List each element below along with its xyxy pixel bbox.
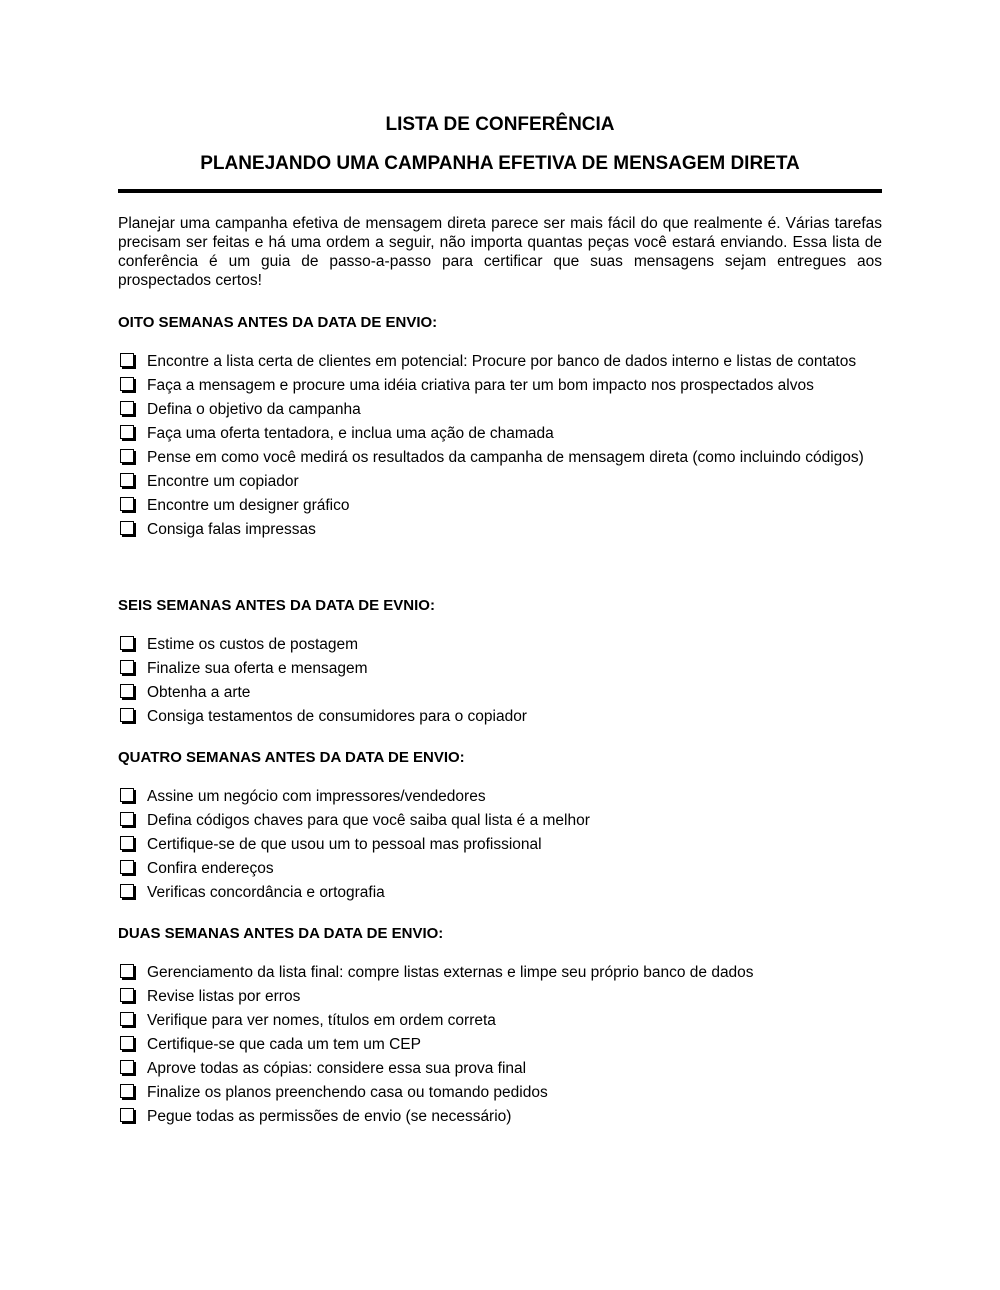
checklist-item [118, 987, 882, 1006]
checkbox-icon[interactable] [120, 1060, 134, 1074]
checklist-item-label: Encontre um copiador [147, 473, 299, 490]
checklist [118, 352, 882, 539]
checklist-item-label: Finalize os planos preenchendo casa ou tomando pedidos [147, 1084, 548, 1101]
checkbox-icon[interactable] [120, 401, 134, 415]
section-heading: OITO SEMANAS ANTES DA DATA DE ENVIO: [118, 314, 438, 331]
checklist-item-label: Assine um negócio com impressores/vendedores [147, 788, 486, 805]
checkbox-icon[interactable] [120, 964, 134, 978]
checkbox-icon[interactable] [120, 497, 134, 511]
checkbox-icon[interactable] [120, 521, 134, 535]
checkbox-icon[interactable] [120, 1108, 134, 1122]
checklist-item [118, 1083, 882, 1102]
checklist-item [118, 1035, 882, 1054]
checklist-item [118, 683, 882, 702]
checklist-item [118, 835, 882, 854]
checklist-item [118, 352, 882, 371]
checklist-item-label: Confira endereços [147, 860, 274, 877]
checklist-item-label: Faça a mensagem e procure uma idéia criativa para ter um bom impacto nos prospectados alvos [147, 377, 814, 394]
checkbox-icon[interactable] [120, 1036, 134, 1050]
section-eight-weeks [118, 313, 882, 544]
checklist-item [118, 787, 882, 806]
checklist-item [118, 520, 882, 539]
title-divider [118, 189, 882, 193]
checklist-item [118, 424, 882, 443]
document-subtitle: PLANEJANDO UMA CAMPANHA EFETIVA DE MENSAGEM DIRETA [200, 153, 800, 174]
checklist-item-label: Obtenha a arte [147, 684, 251, 701]
checklist [118, 787, 882, 902]
checklist-item-label: Defina o objetivo da campanha [147, 401, 361, 418]
document-title: LISTA DE CONFERÊNCIA [385, 114, 615, 135]
checklist-item-label: Certifique-se de que usou um to pessoal mas profissional [147, 836, 542, 853]
checklist-item [118, 883, 882, 902]
checkbox-icon[interactable] [120, 660, 134, 674]
checklist [118, 635, 882, 726]
checklist-item [118, 496, 882, 515]
checklist-item-label: Gerenciamento da lista final: compre listas externas e limpe seu próprio banco de dados [147, 964, 754, 981]
checklist-item [118, 707, 882, 726]
checklist-item-label: Finalize sua oferta e mensagem [147, 660, 368, 677]
checklist-item-label: Aprove todas as cópias: considere essa sua prova final [147, 1060, 527, 1077]
section-heading: DUAS SEMANAS ANTES DA DATA DE ENVIO: [118, 925, 444, 942]
checkbox-icon[interactable] [120, 836, 134, 850]
checklist-item-label: Verificas concordância e ortografia [147, 884, 385, 901]
checklist-item [118, 1059, 882, 1078]
checkbox-icon[interactable] [120, 377, 134, 391]
checklist-item-label: Defina códigos chaves para que você saiba qual lista é a melhor [147, 812, 590, 829]
checklist [118, 963, 882, 1126]
checkbox-icon[interactable] [120, 860, 134, 874]
checklist-item [118, 811, 882, 830]
checklist-item [118, 1107, 882, 1126]
checkbox-icon[interactable] [120, 684, 134, 698]
section-heading: QUATRO SEMANAS ANTES DA DATA DE ENVIO: [118, 749, 465, 766]
checklist-item-label: Pegue todas as permissões de envio (se necessário) [147, 1108, 512, 1125]
checkbox-icon[interactable] [120, 788, 134, 802]
checklist-item [118, 1011, 882, 1030]
checklist-item-label: Revise listas por erros [147, 988, 301, 1005]
checklist-item-label: Consiga testamentos de consumidores para o copiador [147, 708, 527, 725]
checkbox-icon[interactable] [120, 1012, 134, 1026]
checkbox-icon[interactable] [120, 812, 134, 826]
checklist-item-label: Certifique-se que cada um tem um CEP [147, 1036, 421, 1053]
checkbox-icon[interactable] [120, 353, 134, 367]
checklist-item [118, 859, 882, 878]
section-heading: SEIS SEMANAS ANTES DA DATA DE EVNIO: [118, 597, 435, 614]
checklist-item [118, 635, 882, 654]
checkbox-icon[interactable] [120, 708, 134, 722]
checklist-item-label: Consiga falas impressas [147, 521, 316, 538]
checklist-item-label: Faça uma oferta tentadora, e inclua uma ação de chamada [147, 425, 554, 442]
checklist-item-label: Encontre um designer gráfico [147, 497, 350, 514]
checklist-item [118, 659, 882, 678]
section-six-weeks [118, 596, 882, 731]
checkbox-icon[interactable] [120, 473, 134, 487]
checkbox-icon[interactable] [120, 1084, 134, 1098]
checkbox-icon[interactable] [120, 425, 134, 439]
checkbox-icon[interactable] [120, 988, 134, 1002]
checklist-item [118, 448, 882, 467]
checkbox-icon[interactable] [120, 636, 134, 650]
checklist-item-label: Pense em como você medirá os resultados da campanha de mensagem direta (como incluindo códigos) [147, 449, 864, 466]
checklist-item-label: Encontre a lista certa de clientes em potencial: Procure por banco de dados interno e listas de contatos [147, 353, 857, 370]
checkbox-icon[interactable] [120, 884, 134, 898]
section-two-weeks [118, 924, 882, 1131]
checklist-item-label: Verifique para ver nomes, títulos em ordem correta [147, 1012, 496, 1029]
checklist-item [118, 400, 882, 419]
checklist-item [118, 963, 882, 982]
checkbox-icon[interactable] [120, 449, 134, 463]
section-four-weeks [118, 748, 882, 907]
checklist-item [118, 376, 882, 395]
intro-paragraph: Planejar uma campanha efetiva de mensagem direta parece ser mais fácil do que realmente é. Várias tarefas precisam ser feitas e há uma ordem a seguir, não importa quantas peças você estará enviando. Essa lista de conferência é um guia de passo-a-passo para certificar que suas mensagens sejam entregues aos prospectados certos! [118, 215, 882, 289]
checklist-item [118, 472, 882, 491]
checklist-item-label: Estime os custos de postagem [147, 636, 359, 653]
